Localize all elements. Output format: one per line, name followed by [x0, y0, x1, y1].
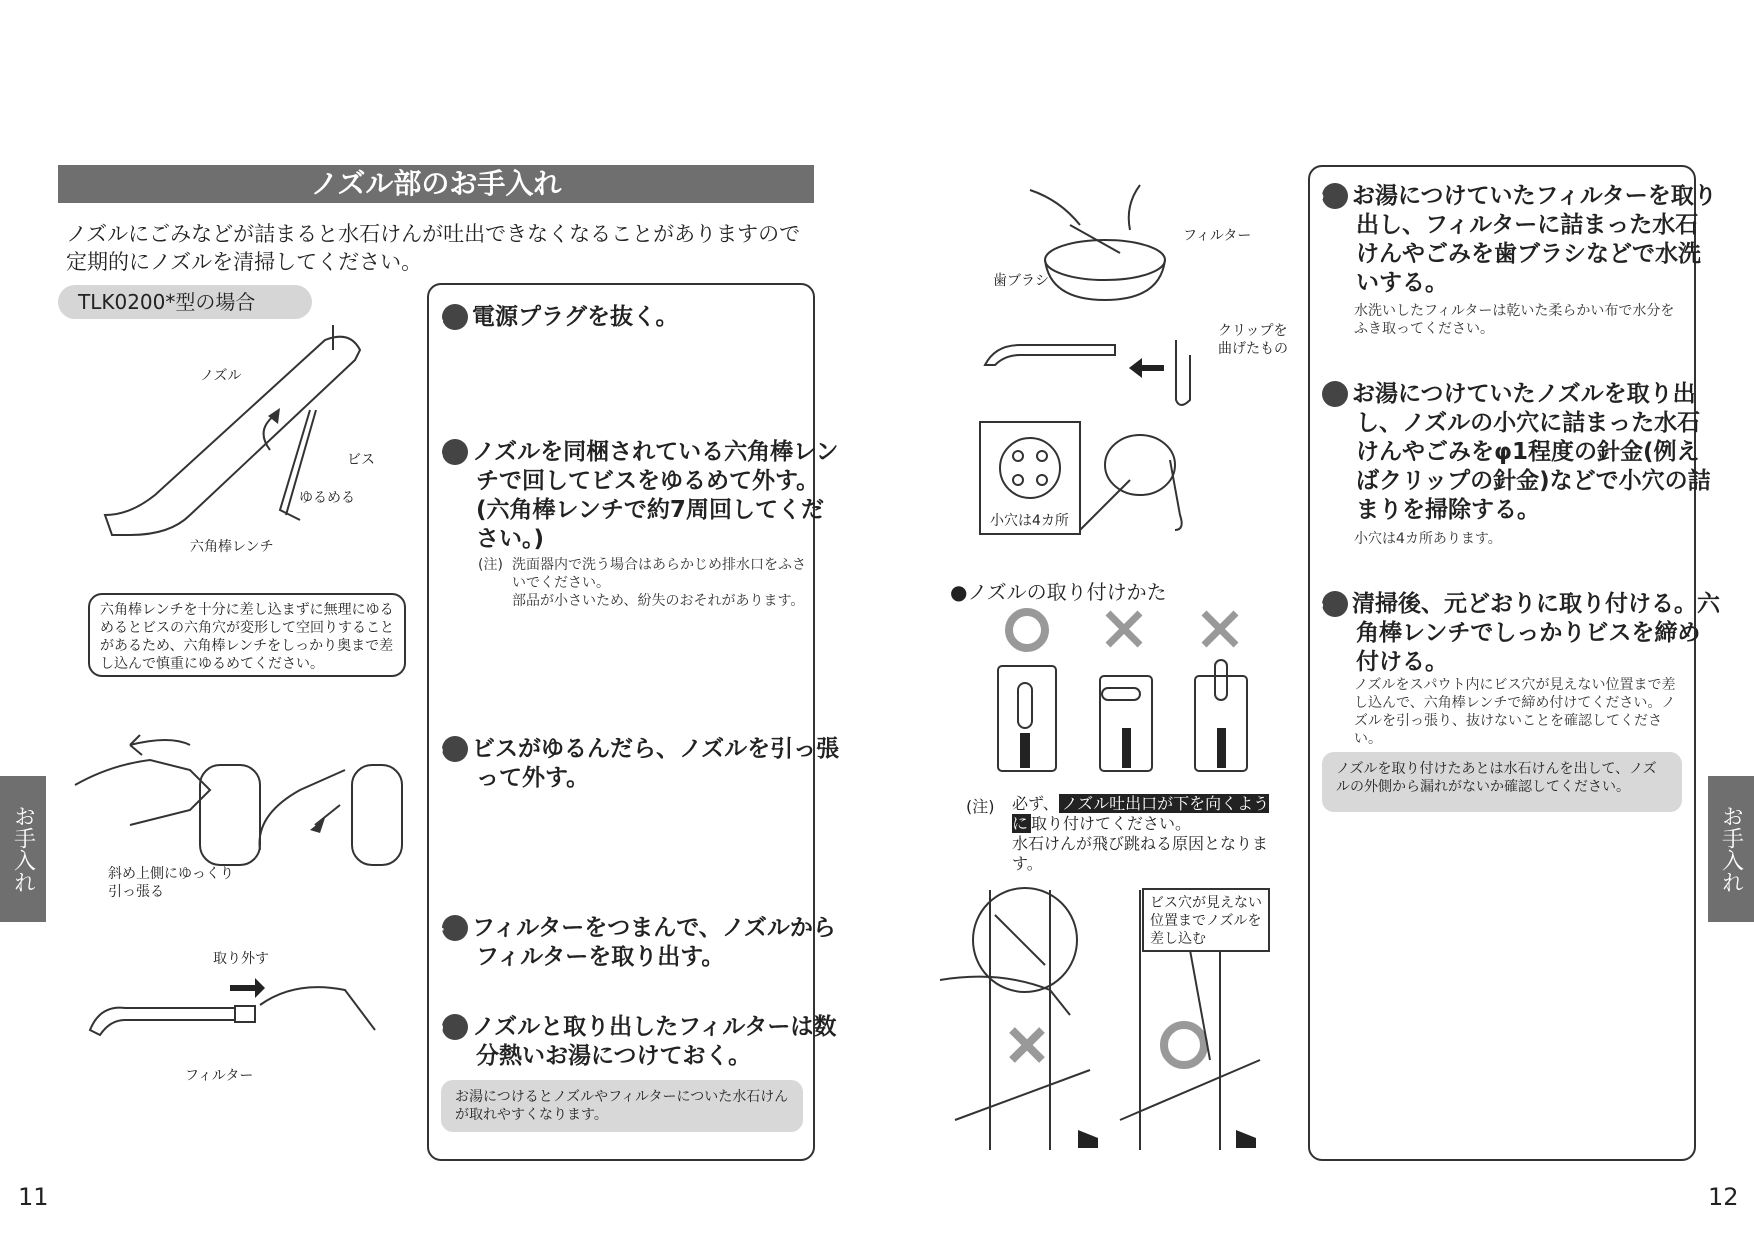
label-hex-wrench: 六角棒レンチ [190, 539, 274, 555]
insertion-callout: ビス穴が見えない 位置までノズルを 差し込む [1142, 888, 1270, 952]
page-number-left: 11 [18, 1183, 49, 1211]
step-number: 5 [442, 1014, 468, 1040]
step-7-note: 小穴は4カ所あります。 [1354, 531, 1502, 547]
step-text: ノズルと取り出したフィルターは数分熱いお湯につけておく。 [472, 1014, 837, 1069]
step-text: お湯につけていたフィルターを取り出し、フィルターに詰まった水石けんやごみを歯ブラシなどで水洗いする。 [1352, 183, 1717, 296]
step-8-note: ノズルをスパウト内にビス穴が見えない位置まで差し込んで、六角棒レンチで締め付けてください。ノズルを引っ張り、抜けないことを確認してください。 [1354, 677, 1676, 747]
label-holes: 小穴は4カ所 [990, 513, 1069, 529]
step-text: ビスがゆるんだら、ノズルを引っ張って外す。 [472, 736, 840, 791]
step-2-note: 洗面器内で洗う場合はあらかじめ排水口をふさいでください。 部品が小さいため、紛失のおそれがあります。 [512, 557, 806, 609]
step-text: フィルターをつまんで、ノズルからフィルターを取り出す。 [472, 915, 836, 970]
step-text: 電源プラグを抜く。 [472, 304, 679, 330]
mount-note [1012, 794, 1282, 874]
step-6 [1311, 182, 1721, 298]
mount-note-highlight: ノズル吐出口が下を向くように [1012, 794, 1270, 833]
wrench-caution-callout: 六角棒レンチを十分に差し込まずに無理にゆるめるとビスの六角穴が変形して空回りすることがあるため、六角棒レンチをしっかり奥まで差し込んで慎重にゆるめてください。 [88, 593, 406, 677]
step-number: 6 [1322, 183, 1348, 209]
bowl-toothbrush-illustration [1030, 185, 1180, 315]
step-8 [1311, 590, 1721, 677]
step-2-note-label: (注) [478, 557, 503, 573]
intro-text: ノズルにごみなどが詰まると水石けんが吐出できなくなることがありますので 定期的にノズルを清掃してください。 [66, 222, 801, 274]
label-toothbrush: 歯ブラシ [993, 273, 1049, 289]
step-text: お湯につけていたノズルを取り出し、ノズルの小穴に詰まった水石けんやごみをφ1程度の針金(例えばクリップの針金)などで小穴の詰まりを掃除する。 [1352, 381, 1711, 523]
nozzle-holes-illustration [980, 420, 1210, 555]
mount-heading: ●ノズルの取り付けかた [950, 580, 1167, 604]
nozzle-wrench-illustration [100, 320, 400, 560]
mount-note-pre: 必ず、 [1012, 794, 1059, 813]
label-screw: ビス [347, 452, 375, 468]
step-number: 4 [442, 915, 468, 941]
step-5-info-box: お湯につけるとノズルやフィルターについた水石けんが取れやすくなります。 [441, 1080, 803, 1132]
mount-note-post: 取り付けてください。 水石けんが飛び跳ねる原因となります。 [1012, 814, 1269, 873]
step-2 [431, 438, 841, 554]
step-number: 1 [442, 304, 468, 330]
step-text: 清掃後、元どおりに取り付ける。六角棒レンチでしっかりビスを締め付ける。 [1352, 591, 1720, 675]
step-7 [1311, 380, 1721, 525]
model-label: TLK0200*型の場合 [58, 285, 312, 319]
label-pull-diagonal: 斜め上側にゆっくり 引っ張る [108, 866, 234, 900]
label-clip: クリップを 曲げたもの [1218, 323, 1288, 357]
step-4 [431, 914, 841, 972]
label-loosen: ゆるめる [299, 490, 355, 506]
step-number: 8 [1322, 591, 1348, 617]
step-8-info-box: ノズルを取り付けたあとは水石けんを出して、ノズルの外側から漏れがないか確認してください。 [1322, 752, 1682, 812]
filter-removal-illustration [85, 970, 395, 1070]
step-5 [431, 1013, 841, 1071]
side-tab-left: お手入れ [0, 776, 46, 922]
step-number: 3 [442, 736, 468, 762]
step-number: 2 [442, 439, 468, 465]
step-6-note: 水洗いしたフィルターは乾いた柔らかい布で水分をふき取ってください。 [1354, 303, 1675, 337]
nozzle-clip-illustration [980, 330, 1210, 410]
label-filter-right: フィルター [1183, 228, 1252, 244]
step-3 [431, 735, 841, 793]
page-title: ノズル部のお手入れ [58, 165, 814, 203]
side-tab-right: お手入れ [1708, 776, 1754, 922]
step-1 [431, 303, 841, 332]
step-number: 7 [1322, 381, 1348, 407]
label-remove: 取り外す [213, 951, 269, 967]
label-filter-left: フィルター [185, 1068, 254, 1084]
mount-orientation-illustration [990, 608, 1260, 778]
pull-nozzle-illustration [70, 735, 410, 865]
mount-note-label: (注) [966, 797, 995, 816]
page-number-right: 12 [1708, 1183, 1739, 1211]
step-text: ノズルを同梱されている六角棒レンチで回してビスをゆるめて外す。(六角棒レンチで約7周回してください。) [472, 439, 839, 552]
label-nozzle: ノズル [200, 368, 242, 384]
